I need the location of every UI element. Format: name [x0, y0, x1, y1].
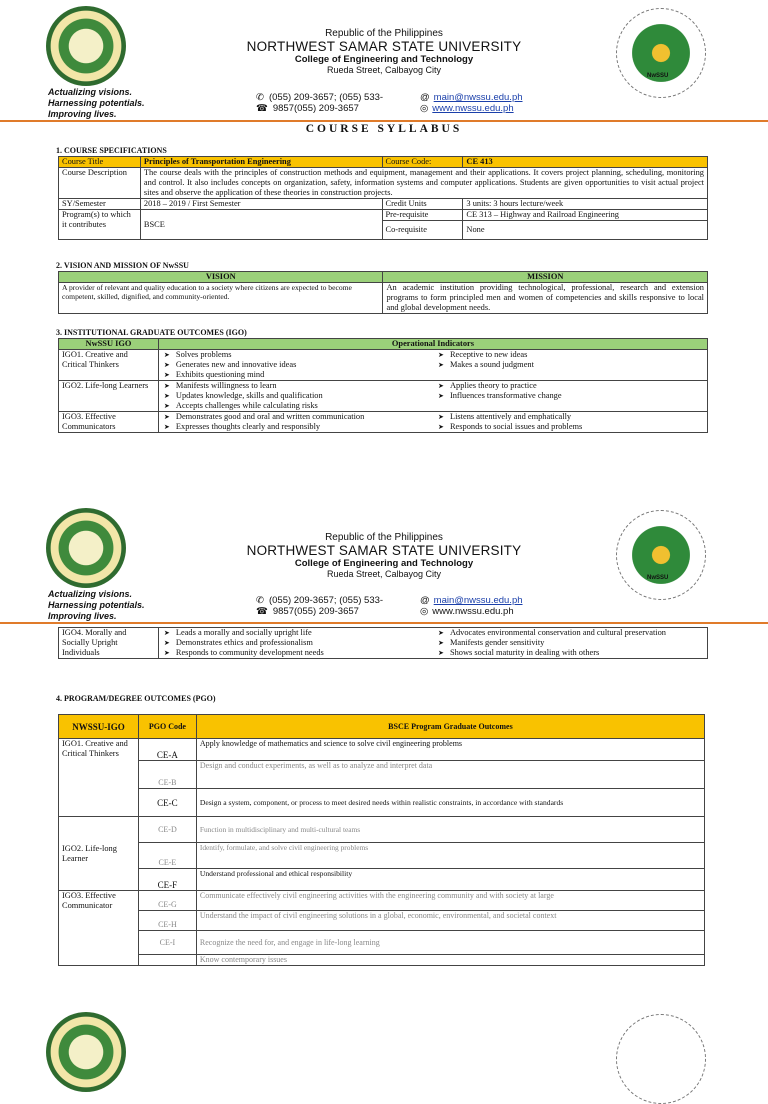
header-divider — [0, 120, 768, 122]
program-value: BSCE — [140, 210, 382, 240]
igo2-label: IGO2. Life-long Learners — [59, 381, 159, 412]
section4-heading: 4. PROGRAM/DEGREE OUTCOMES (PGO) — [56, 694, 216, 703]
college-seal-right-p3 — [616, 1014, 706, 1104]
igo1-label: IGO1. Creative and Critical Thinkers — [59, 350, 159, 381]
units-value: 3 units: 3 hours lecture/week — [463, 199, 708, 210]
university-seal-left — [46, 6, 126, 86]
sy-value: 2018 – 2019 / First Semester — [140, 199, 382, 210]
table-row: CE-B Design and conduct experiments, as well as to analyze and interpret data — [59, 761, 705, 789]
college-name: College of Engineering and Technology — [294, 54, 474, 65]
units-label: Credit Units — [382, 199, 463, 210]
section2-heading: 2. VISION AND MISSION OF NwSSU — [56, 261, 189, 270]
vision-mission-table — [58, 271, 708, 314]
college-seal-right — [616, 8, 706, 98]
phone-icon: ✆ — [256, 595, 264, 606]
address: Rueda Street, Calbayog City — [326, 65, 442, 75]
website-text-p2: www.nwssu.edu.ph — [432, 606, 514, 617]
fax-icon: ☎ — [256, 606, 268, 617]
university-name: NORTHWEST SAMAR STATE UNIVERSITY — [246, 39, 522, 54]
table-row: IGO1. Creative and Critical Thinkers CE-A Apply knowledge of mathematics and science to solve civil engineering problems — [59, 739, 705, 761]
college-seal-right-p2: NwSSU — [616, 510, 706, 600]
republic-text: Republic of the Philippines — [325, 28, 443, 39]
table-row: CE-C Design a system, component, or process to meet desired needs within realistic constraints, in accordance with standards — [59, 789, 705, 817]
pgo-igo2: IGO2. Life-long Learner — [59, 817, 139, 891]
igo-col-header: NwSSU IGO — [59, 339, 159, 350]
page-title: COURSE SYLLABUS — [305, 123, 463, 135]
phone-block: ✆ (055) 209-3657; (055) 533- ☎ 9857(055) 209-3657 — [256, 92, 384, 114]
coreq-value: None — [463, 221, 708, 240]
globe-icon: ◎ — [420, 606, 429, 617]
table-row: IGO2. Life-long Learner CE-D Function in multidisciplinary and multi-cultural teams — [59, 817, 705, 843]
motto-p2: Actualizing visions. Harnessing potentials. Improving lives. — [48, 589, 145, 621]
table-row: Know contemporary issues — [59, 955, 705, 966]
email-link-p2[interactable]: main@nwssu.edu.ph — [433, 595, 523, 606]
pgo-igo3: IGO3. Effective Communicator — [59, 891, 139, 966]
college-name-p2: College of Engineering and Technology — [294, 558, 474, 569]
table-row: IGO4. Morally and Socially Upright Individuals ➤ Leads a morally and socially upright life ➤ Demonstrates ethics and professionalism ➤ Responds to community development needs ➤ Advocates environmental conservation and cultural preservation ➤ Manifests gender sensitivity ➤ Shows social maturity in dealing with others — [59, 628, 708, 659]
address-p2: Rueda Street, Calbayog City — [326, 569, 442, 579]
at-icon: @ — [420, 92, 430, 103]
pgo-table — [58, 714, 705, 966]
course-description: The course deals with the principles of construction methods and equipment, management and their applications. It covers project planning, scheduling, monitoring and control. It also includes concepts on organization, safety, information systems and computer applications. Students are given opportunities to visit actual project sites and observe the application of these theories in construction projects. — [140, 168, 707, 199]
table-row: CE-E Identify, formulate, and solve civil engineering problems — [59, 843, 705, 869]
desc-label: Course Description — [59, 168, 141, 199]
phone-block-p2: ✆ (055) 209-3657; (055) 533- ☎ 9857(055) 209-3657 — [256, 595, 384, 617]
header-divider-p2 — [0, 622, 768, 624]
email-web-block-p2 — [420, 595, 523, 617]
university-seal-left-p2 — [46, 508, 126, 588]
table-row: CE-F Understand professional and ethical responsibility — [59, 869, 705, 891]
igo-table — [58, 338, 708, 433]
course-title: Principles of Transportation Engineering — [140, 157, 382, 168]
coreq-label: Co-requisite — [382, 221, 463, 240]
republic-text-p2: Republic of the Philippines — [325, 532, 443, 543]
phone-icon: ✆ — [256, 92, 264, 103]
vision-text: A provider of relevant and quality education to a society where citizens are expected to become competent, skilled, dignified, and community-oriented. — [59, 283, 383, 314]
course-title-label: Course Title — [59, 157, 141, 168]
sy-label: SY/Semester — [59, 199, 141, 210]
course-code-label: Course Code: — [382, 157, 463, 168]
seal-right-label: NwSSU — [647, 73, 669, 79]
mission-label: MISSION — [383, 272, 708, 283]
indicators-col-header: Operational Indicators — [158, 339, 707, 350]
prereq-label: Pre-requisite — [382, 210, 463, 221]
section1-heading: 1. COURSE SPECIFICATIONS — [56, 146, 167, 155]
university-name-p2: NORTHWEST SAMAR STATE UNIVERSITY — [246, 543, 522, 558]
pgo-igo1: IGO1. Creative and Critical Thinkers — [59, 739, 139, 817]
mission-text: An academic institution providing technological, professional, research and extension programs to form principled men and women of competencies and skills responsive to local and global development needs. — [383, 283, 708, 314]
email-link[interactable]: main@nwssu.edu.ph — [433, 92, 523, 103]
fax-icon: ☎ — [256, 103, 268, 114]
igo4-label: IGO4. Morally and Socially Upright Individuals — [59, 628, 159, 659]
at-icon: @ — [420, 595, 430, 606]
table-row: IGO2. Life-long Learners ➤ Manifests willingness to learn ➤ Updates knowledge, skills and qualification ➤ Accepts challenges while calculating risks ➤ Applies theory to practice ➤ Influences transformative change — [59, 381, 708, 412]
igo-table-continued — [58, 627, 708, 659]
igo3-label: IGO3. Effective Communicators — [59, 412, 159, 433]
vision-label: VISION — [59, 272, 383, 283]
table-row: CE-I Recognize the need for, and engage in life-long learning — [59, 931, 705, 955]
section3-heading: 3. INSTITUTIONAL GRADUATE OUTCOMES (IGO) — [56, 328, 247, 337]
globe-icon: ◎ — [420, 103, 429, 114]
table-row: IGO1. Creative and Critical Thinkers ➤ Solves problems ➤ Generates new and innovative ideas ➤ Exhibits questioning mind ➤ Receptive to new ideas ➤ Makes a sound judgment — [59, 350, 708, 381]
prereq-value: CE 313 – Highway and Railroad Engineering — [463, 210, 708, 221]
table-row: IGO3. Effective Communicators ➤ Demonstrates good and oral and written communication ➤ Expresses thoughts clearly and responsibly ➤ Listens attentively and emphatically ➤ Responds to social issues and problems — [59, 412, 708, 433]
course-code: CE 413 — [463, 157, 708, 168]
pgo-col-outcomes: BSCE Program Graduate Outcomes — [196, 715, 704, 739]
email-web-block — [420, 92, 523, 114]
website-link[interactable]: www.nwssu.edu.ph — [432, 103, 514, 114]
university-seal-left-p3 — [46, 1012, 126, 1092]
course-specs-table — [58, 156, 708, 240]
motto: Actualizing visions. Harnessing potentials. Improving lives. — [48, 87, 145, 119]
pgo-col-igo: NWSSU-IGO — [59, 715, 139, 739]
pgo-col-code: PGO Code — [138, 715, 196, 739]
program-label: Program(s) to which it contributes — [59, 210, 141, 240]
table-row: IGO3. Effective Communicator CE-G Communicate effectively civil engineering activities with the engineering community and with society at large — [59, 891, 705, 911]
table-row: CE-H Understand the impact of civil engineering solutions in a global, economic, environmental, and societal context — [59, 911, 705, 931]
